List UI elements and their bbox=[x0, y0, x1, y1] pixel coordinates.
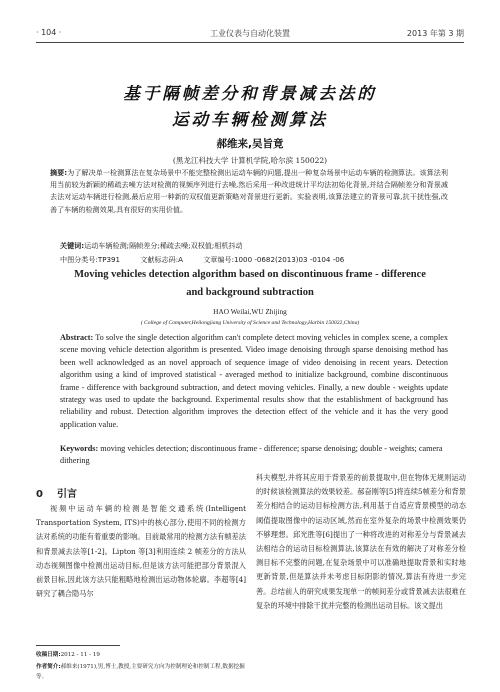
abstract-cn bbox=[50, 167, 448, 216]
document-code: 文献标志码:A bbox=[140, 255, 183, 264]
clc-number: 中图分类号:TP391 bbox=[60, 255, 121, 264]
abstract-en-text: To solve the single detection algorithm can't complete detect moving vehicles in complex scene, a complex scene moving vehicle detection algorithm is presented. Video image denoising through sparse denoising method has been well acknowledged as an novel approach of sequence image of video denoising in recent years. Detection algorithm using a kind of improved statistical - averaged method to initialize background, combine discontinuous frame - difference with background subtraction, and detect moving vehicles. Finally, a new double - weights update strategy was used to update the background. Experimental results show that the establishment of background has reliability and robust. Detection algorithm improves the detection effect of the vehicle and it has the very good application value. bbox=[60, 333, 448, 429]
abstract-en-label: Abstract: bbox=[60, 333, 94, 342]
section-heading bbox=[36, 485, 77, 500]
received-date: 2012 - 11 - 19 bbox=[60, 652, 100, 658]
section-title: 引言 bbox=[56, 489, 77, 500]
affiliation-en: ( College of Computer,Heilongjiang University of Science and Technology,Harbin 150022,China) bbox=[140, 320, 360, 326]
page-number: · 104 · bbox=[36, 28, 62, 37]
keywords-cn-label: 关键词: bbox=[60, 241, 85, 250]
received-label: 收稿日期: bbox=[36, 652, 61, 658]
authors-cn: 郝维来,吴旨竟 bbox=[216, 138, 284, 150]
article-number: 文章编号:1000 -0682(2013)03 -0104 -06 bbox=[203, 255, 345, 264]
keywords-en bbox=[60, 443, 448, 468]
title-cn-line1: 基于隔帧差分和背景减去法的 bbox=[123, 84, 377, 103]
keywords-cn bbox=[60, 241, 448, 251]
classification-line bbox=[60, 255, 448, 265]
authors-en: HAO Weilai,WU Zhijing bbox=[213, 307, 287, 316]
affiliation-cn: (黑龙江科技大学 计算机学院,哈尔滨 150022) bbox=[172, 156, 328, 165]
abstract-cn-text: 为了解决单一检测算法在复杂场景中不能完整检测出运动车辆的问题,提出一种复杂场景中运动车辆的检测算法。该算法利用当前较为新颖的稀疏去噪方法对检测的视频序列进行去噪,然后采用一种改进统计平均法初始化背景,并结合隔帧差分和背景减去法对运动车辆进行检测,最后应用一种新的双权值更新策略对背景进行更新。实验表明,该算法建立的背景可靠,抗干扰性强,改善了车辆的检测效果,具有很好的实用价值。 bbox=[50, 168, 448, 214]
body-text-left: 视频中运动车辆的检测是智能交通系统(Intelligent Transportation System, ITS)中的核心部分,使用不同的检测方法对系统的功能有着重要的影响。目前最常用的检测方法有帧差法和背景减去法等[1-2]。Lipton 等[3]利用连续 2 帧差分的方法从动态视频图像中检测出运动目标,但是该方法可能把部分背景混入前景目标,因此该方法只能粗略地检测出运动物体轮廓。李超等[4]研究了耦合隐马尔 bbox=[36, 504, 246, 599]
keywords-en-label: Keywords: bbox=[60, 444, 99, 453]
footnote-author bbox=[36, 662, 246, 682]
running-header bbox=[36, 28, 464, 42]
title-en-line2: and background subtraction bbox=[186, 287, 314, 298]
journal-name: 工业仪表与自动化装置 bbox=[210, 29, 290, 38]
footnote-rule bbox=[36, 645, 120, 646]
author-bio-text: 郝维来(1971),男,博士,教授,主要研究方向为控制理论和控制工程,数据挖掘等。 bbox=[36, 664, 245, 680]
abstract-cn-label: 摘要: bbox=[50, 168, 68, 177]
issue-info: 2013 年第 3 期 bbox=[406, 29, 464, 38]
footnote-received bbox=[36, 650, 246, 660]
section-number: 0 bbox=[36, 489, 43, 500]
title-cn-line2: 运动车辆检测算法 bbox=[172, 110, 328, 129]
title-en-line1: Moving vehicles detection algorithm based on discontinuous frame - difference bbox=[74, 269, 426, 280]
header-rule bbox=[36, 42, 464, 43]
author-bio-label: 作者简介: bbox=[36, 664, 61, 670]
keywords-en-text: moving vehicles detection; discontinuous frame - difference; sparse denoising; double - weights; camera dithering bbox=[60, 444, 443, 466]
keywords-cn-text: 运动车辆检测;隔帧差分;稀疏去噪;双权值;相机抖动 bbox=[84, 241, 243, 250]
abstract-en bbox=[60, 332, 448, 431]
body-text-right: 科夫模型,并将其应用于背景差的前景提取中,但在物体无规则运动的时候该检测算法的效果较差。郝奋刚等[5]将连续5帧差分和背景差分相结合的运动目标检测方法,利用基于自适应背景模型的动态阈值提取图像中的运动区域,然而在室外复杂的场景中检测效果仍不够理想。邱光胜等[6]提出了一种将改进的对称差分与背景减去法相结合的运动目标检测算法,该算法在有效的解决了对称差分检测目标不完整的问题,在复杂场景中可以准确地提取背景和实时地更新背景,但是算法并未考虑目标阴影的情况,算法有待进一步完善。总结前人的研究成果发现单一的帧间差分或背景减去法很难在复杂的环境中排除干扰并完整的检测出运动目标。该文提出 bbox=[256, 473, 466, 610]
